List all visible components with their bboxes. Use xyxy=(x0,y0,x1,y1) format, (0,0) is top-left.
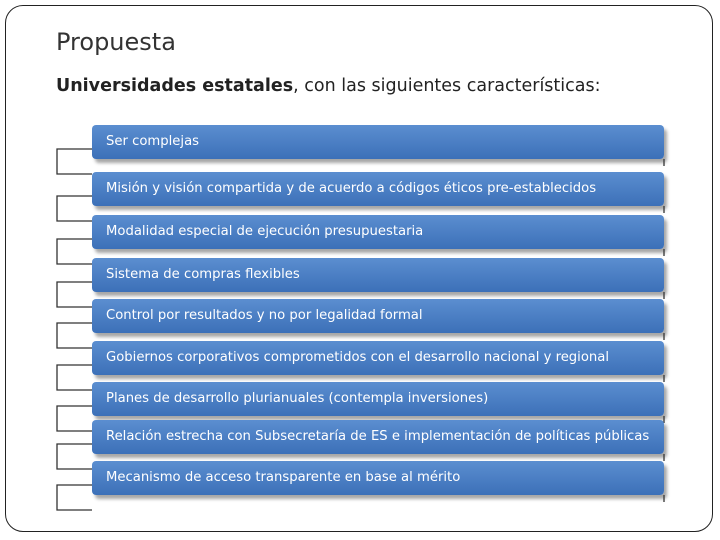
connector-bracket xyxy=(57,323,92,348)
list-item-label: Sistema de compras flexibles xyxy=(106,267,300,282)
list-item-8 xyxy=(92,420,664,454)
list-item-label: Relación estrecha con Subsecretaría de ES e implementación de políticas públicas xyxy=(106,429,650,444)
list-item-label: Planes de desarrollo plurianuales (contempla inversiones) xyxy=(106,391,489,406)
subtitle-rest: , con las siguientes características: xyxy=(293,76,601,96)
connector-bracket xyxy=(57,196,92,221)
list-item-label: Mecanismo de acceso transparente en base al mérito xyxy=(106,470,461,485)
connector-bracket xyxy=(57,485,92,510)
slide-title: Propuesta xyxy=(56,28,176,56)
connector-bracket xyxy=(57,282,92,307)
list-item-label: Modalidad especial de ejecución presupuestaria xyxy=(106,224,424,239)
list-item-label: Control por resultados y no por legalidad formal xyxy=(106,308,423,323)
connector-bracket xyxy=(57,149,92,174)
list-item-6 xyxy=(92,341,664,375)
connector-bracket xyxy=(57,406,92,431)
connector-bracket xyxy=(57,239,92,264)
list-item-9 xyxy=(92,461,664,495)
list-item-label: Misión y visión compartida y de acuerdo a códigos éticos pre-establecidos xyxy=(106,181,597,196)
list-item-4 xyxy=(92,258,664,292)
list-item-5 xyxy=(92,299,664,333)
connector-bracket xyxy=(57,365,92,390)
list-item-3 xyxy=(92,215,664,249)
list-item-1 xyxy=(92,125,664,159)
list-item-label: Ser complejas xyxy=(106,134,200,149)
list-item-2 xyxy=(92,172,664,206)
subtitle-strong: Universidades estatales xyxy=(56,76,294,96)
connector-bracket xyxy=(57,444,92,469)
list-item-7 xyxy=(92,382,664,416)
list-item-label: Gobiernos corporativos comprometidos con el desarrollo nacional y regional xyxy=(106,350,610,365)
